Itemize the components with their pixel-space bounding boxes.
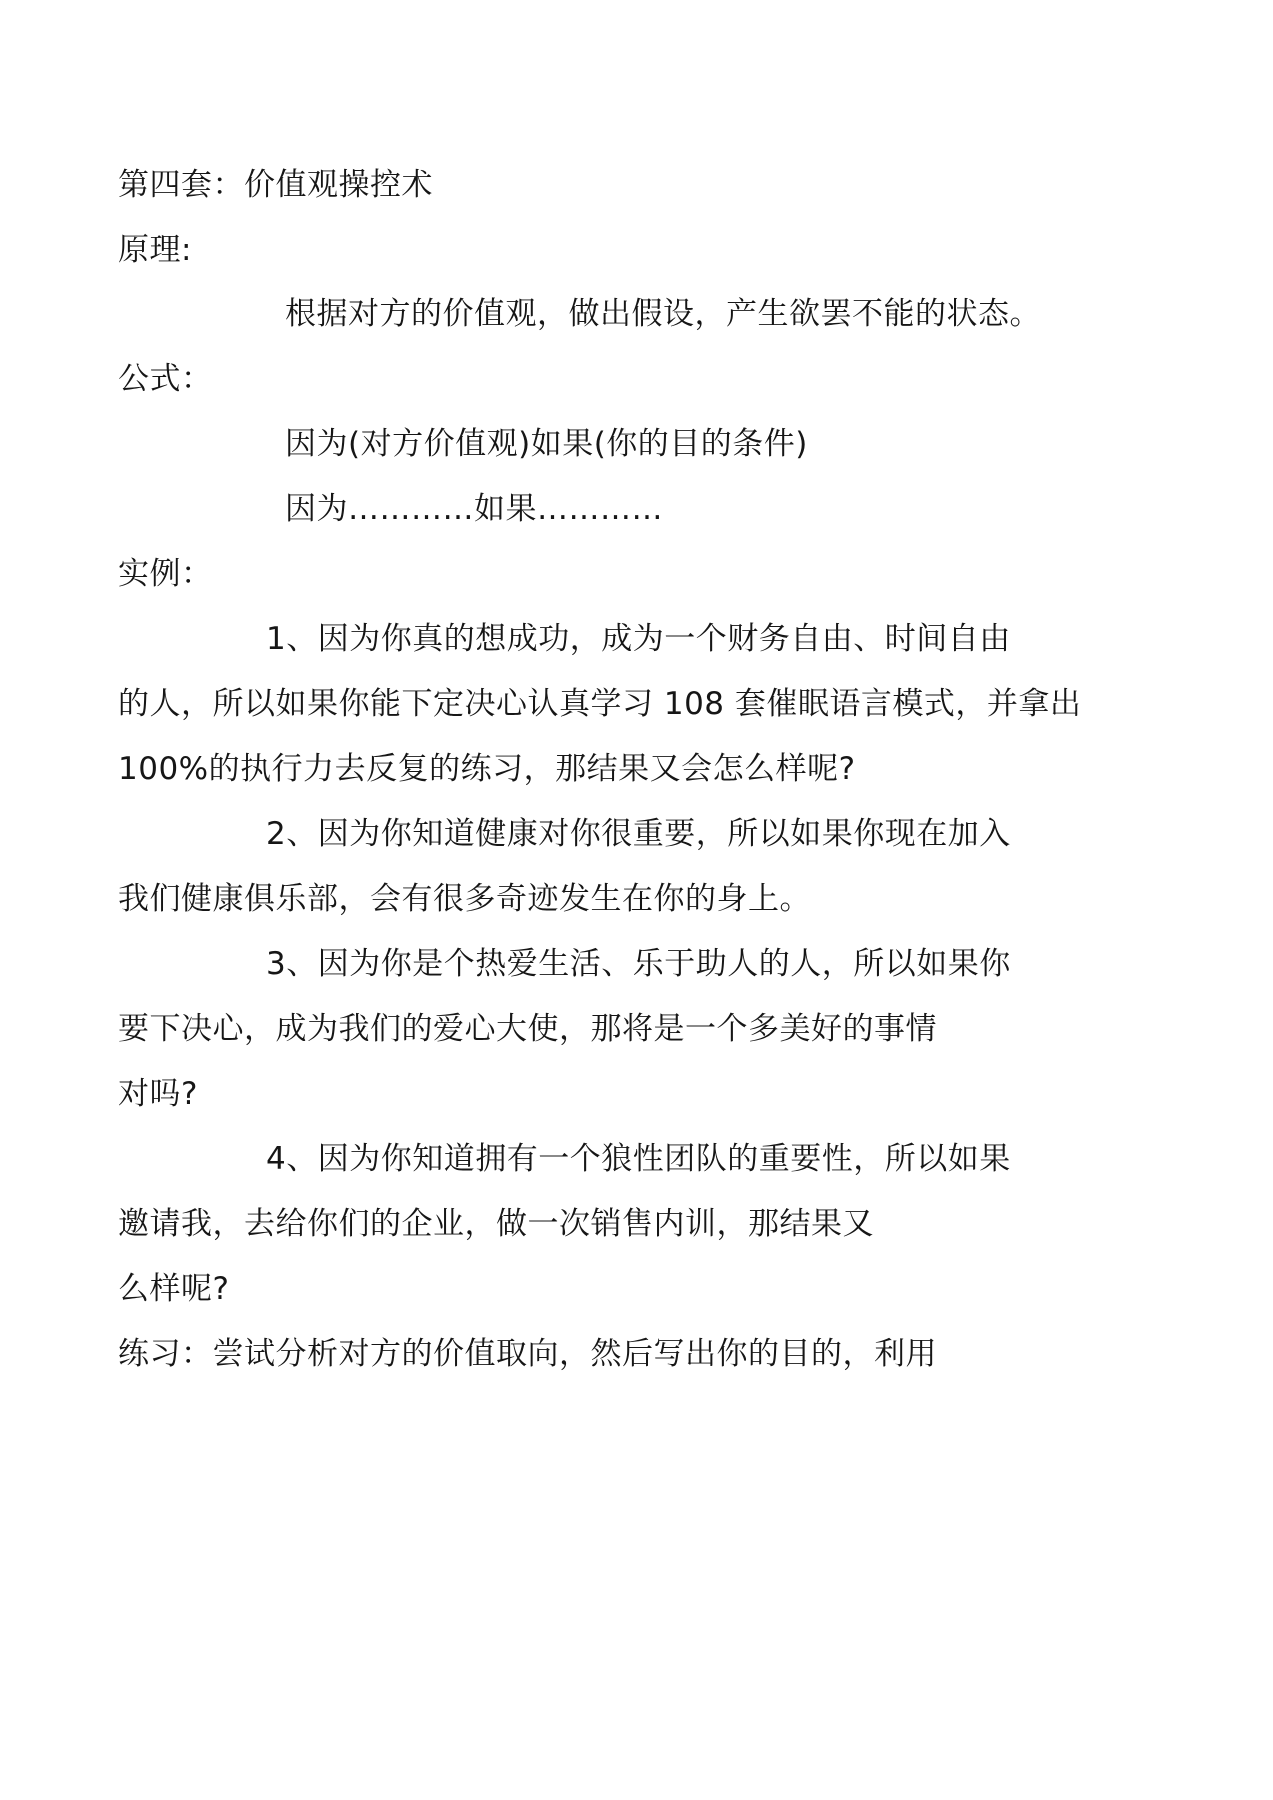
example-1-line-3: 100%的执行力去反复的练习，那结果又会怎么样呢?: [118, 751, 856, 787]
example-4-line-3: 么样呢?: [118, 1271, 230, 1307]
examples-label: 实例：: [118, 556, 213, 592]
formula-line-1: 因为(对方价值观)如果(你的目的条件): [285, 426, 808, 462]
example-1-line-1: 1、因为你真的想成功，成为一个财务自由、时间自由: [266, 621, 1011, 657]
example-3-line-2: 要下决心，成为我们的爱心大使，那将是一个多美好的事情: [118, 1011, 937, 1047]
principle-label: 原理:: [118, 232, 192, 268]
exercise-text: 练习：尝试分析对方的价值取向，然后写出你的目的，利用: [118, 1336, 937, 1372]
document-title: 第四套：价值观操控术: [118, 167, 433, 203]
formula-label: 公式：: [118, 361, 213, 397]
example-3-line-3: 对吗?: [118, 1076, 198, 1112]
principle-text: 根据对方的价值观，做出假设，产生欲罢不能的状态。: [285, 296, 1041, 332]
formula-line-2: 因为…………如果…………: [285, 491, 663, 527]
example-4-line-1: 4、因为你知道拥有一个狼性团队的重要性，所以如果: [266, 1141, 1011, 1177]
example-4-line-2: 邀请我，去给你们的企业，做一次销售内训，那结果又: [118, 1206, 874, 1242]
example-2-line-2: 我们健康俱乐部，会有很多奇迹发生在你的身上。: [118, 881, 811, 917]
example-2-line-1: 2、因为你知道健康对你很重要，所以如果你现在加入: [266, 816, 1011, 852]
example-3-line-1: 3、因为你是个热爱生活、乐于助人的人，所以如果你: [266, 946, 1011, 982]
example-1-line-2: 的人，所以如果你能下定决心认真学习 108 套催眠语言模式，并拿出: [118, 686, 1082, 722]
